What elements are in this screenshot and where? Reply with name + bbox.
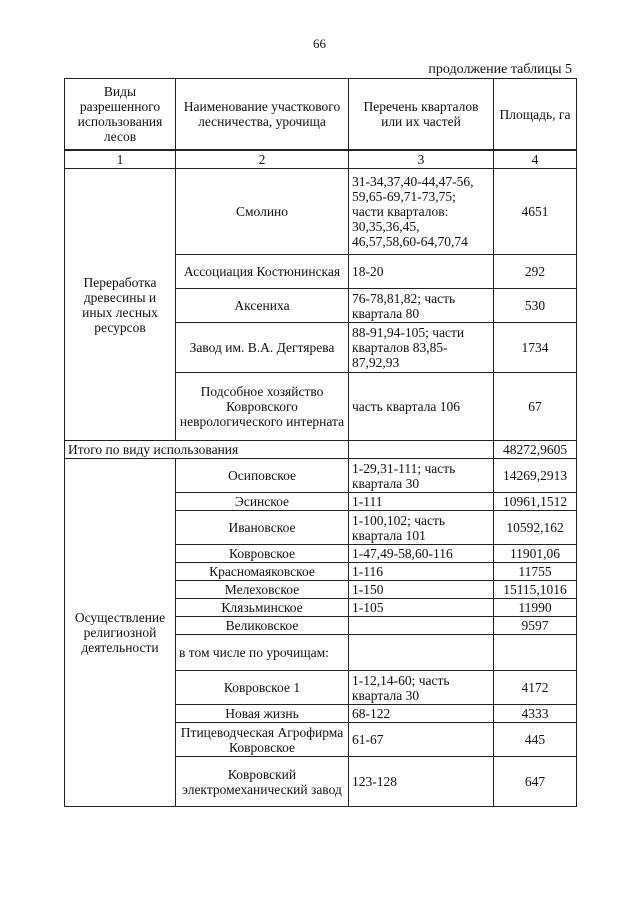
tract-name: Новая жизнь bbox=[176, 705, 349, 723]
quarters-cell: 1-116 bbox=[349, 563, 494, 581]
area-cell: 4651 bbox=[494, 169, 577, 255]
quarters-cell: 123-128 bbox=[349, 757, 494, 807]
area-cell: 1734 bbox=[494, 323, 577, 373]
quarters-cell: 1-47,49-58,60-116 bbox=[349, 545, 494, 563]
forestry-name: Клязьминское bbox=[176, 599, 349, 617]
column-number: 1 bbox=[65, 150, 176, 169]
quarters-cell: 1-12,14-60; часть квартала 30 bbox=[349, 671, 494, 705]
tract-name: Ковровский электромеханический завод bbox=[176, 757, 349, 807]
header-forestry-name: Наименование участкового лесничества, урочища bbox=[176, 79, 349, 151]
column-number: 3 bbox=[349, 150, 494, 169]
area-cell: 67 bbox=[494, 373, 577, 441]
area-cell: 11990 bbox=[494, 599, 577, 617]
quarters-cell bbox=[349, 635, 494, 671]
forestry-name: Ассоциация Костюнинская bbox=[176, 255, 349, 289]
forestry-name: Ковровское bbox=[176, 545, 349, 563]
area-cell: 10961,1512 bbox=[494, 493, 577, 511]
quarters-cell: 1-105 bbox=[349, 599, 494, 617]
area-cell: 530 bbox=[494, 289, 577, 323]
area-cell bbox=[494, 635, 577, 671]
header-use-type: Виды разрешенного использования лесов bbox=[65, 79, 176, 151]
area-cell: 4333 bbox=[494, 705, 577, 723]
forestry-name: Осиповское bbox=[176, 459, 349, 493]
use-type-cell: Осуществление религиозной деятельности bbox=[65, 459, 176, 807]
column-number: 4 bbox=[494, 150, 577, 169]
tract-name: Ковровское 1 bbox=[176, 671, 349, 705]
table-row bbox=[65, 459, 577, 493]
area-cell: 4172 bbox=[494, 671, 577, 705]
quarters-cell: 88-91,94-105; части кварталов 83,85-87,92,93 bbox=[349, 323, 494, 373]
header-quarters: Перечень кварталов или их частей bbox=[349, 79, 494, 151]
forestry-name: Эсинское bbox=[176, 493, 349, 511]
quarters-cell: 68-122 bbox=[349, 705, 494, 723]
subheading-cell: в том числе по урочищам: bbox=[176, 635, 349, 671]
total-label: Итого по виду использования bbox=[65, 441, 349, 459]
area-cell: 292 bbox=[494, 255, 577, 289]
table-continuation-caption: продолжение таблицы 5 bbox=[428, 62, 572, 77]
table-row bbox=[65, 169, 577, 255]
quarters-cell: 1-111 bbox=[349, 493, 494, 511]
forestry-name: Завод им. В.А. Дегтярева bbox=[176, 323, 349, 373]
page-number: 66 bbox=[313, 36, 326, 51]
quarters-cell: 1-150 bbox=[349, 581, 494, 599]
quarters-cell: 1-29,31-111; часть квартала 30 bbox=[349, 459, 494, 493]
header-row bbox=[65, 79, 577, 151]
total-area: 48272,9605 bbox=[494, 441, 577, 459]
area-cell: 9597 bbox=[494, 617, 577, 635]
quarters-cell bbox=[349, 441, 494, 459]
quarters-cell: 61-67 bbox=[349, 723, 494, 757]
area-cell: 15115,1016 bbox=[494, 581, 577, 599]
forestry-name: Подсобное хозяйство Ковровского неврологического интерната bbox=[176, 373, 349, 441]
area-cell: 11755 bbox=[494, 563, 577, 581]
use-type-cell: Переработка древесины и иных лесных ресурсов bbox=[65, 169, 176, 441]
area-cell: 647 bbox=[494, 757, 577, 807]
column-number-row bbox=[65, 150, 577, 169]
quarters-cell: 1-100,102; часть квартала 101 bbox=[349, 511, 494, 545]
area-cell: 11901,06 bbox=[494, 545, 577, 563]
forestry-name: Мелеховское bbox=[176, 581, 349, 599]
forestry-name: Смолино bbox=[176, 169, 349, 255]
forestry-name: Великовское bbox=[176, 617, 349, 635]
quarters-cell: 76-78,81,82; часть квартала 80 bbox=[349, 289, 494, 323]
forestry-table bbox=[64, 78, 577, 807]
quarters-cell bbox=[349, 617, 494, 635]
total-row bbox=[65, 441, 577, 459]
header-area: Площадь, га bbox=[494, 79, 577, 151]
tract-name: Птицеводческая Агрофирма Ковровское bbox=[176, 723, 349, 757]
forestry-name: Красномаяковское bbox=[176, 563, 349, 581]
forestry-name: Ивановское bbox=[176, 511, 349, 545]
column-number: 2 bbox=[176, 150, 349, 169]
forestry-name: Аксениха bbox=[176, 289, 349, 323]
quarters-cell: часть квартала 106 bbox=[349, 373, 494, 441]
area-cell: 10592,162 bbox=[494, 511, 577, 545]
quarters-cell: 31-34,37,40-44,47-56, 59,65-69,71-73,75; части кварталов: 30,35,36,45, 46,57,58,60-64,70,74 bbox=[349, 169, 494, 255]
area-cell: 445 bbox=[494, 723, 577, 757]
area-cell: 14269,2913 bbox=[494, 459, 577, 493]
quarters-cell: 18-20 bbox=[349, 255, 494, 289]
